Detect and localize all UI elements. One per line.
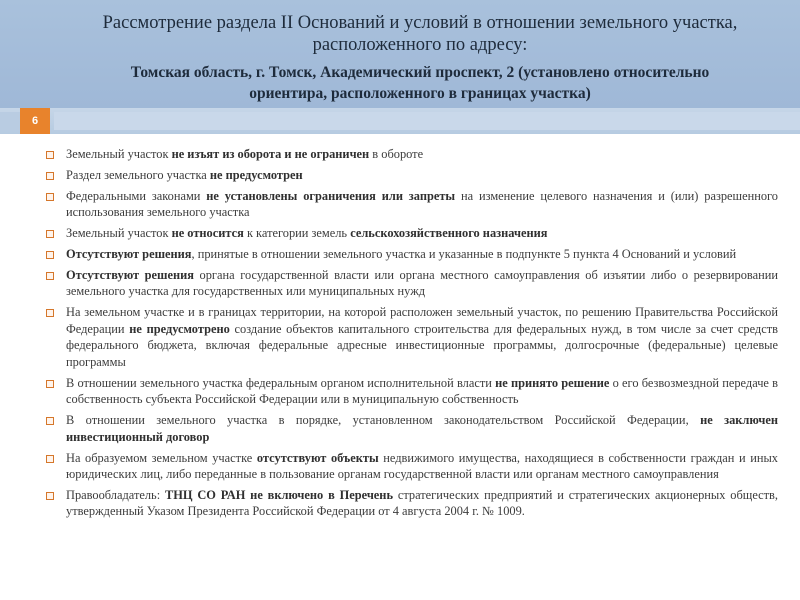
item-text: , принятые в отношении земельного участка и указанные в подпункте 5 пункта 4 Оснований и условий — [191, 247, 737, 262]
list-item — [46, 487, 778, 520]
item-text: на изменение целевого назначения и (или) разрешенного использования земельного участка — [66, 188, 779, 220]
band-right-bar — [54, 112, 800, 130]
item-text: На земельном участке и в границах территории, на которой расположен земельный участок, по решению Правительства Российской Федерации — [66, 305, 778, 336]
square-bullet-icon — [46, 455, 54, 463]
list-item — [46, 246, 778, 263]
square-bullet-icon — [46, 309, 54, 317]
item-bold: Отсутствуют решения — [66, 267, 194, 282]
square-bullet-icon — [46, 193, 54, 201]
item-bold: Отсутствуют решения — [66, 247, 192, 262]
item-bold: ТНЦ СО РАН не включено в Перечень — [164, 487, 393, 502]
list-item — [46, 412, 778, 445]
item-text: органа государственной власти или органа местного самоуправления об изъятии либо о резервировании земельного участка для государственных или муниципальных нужд — [66, 267, 778, 299]
item-bold: не предусмотрен — [209, 167, 303, 182]
title-address-line2: ориентира, расположенного в границах участка) — [249, 85, 591, 102]
slide-title — [40, 12, 800, 104]
list-item — [46, 188, 778, 221]
bullet-list — [46, 146, 778, 524]
list-item — [46, 450, 778, 483]
list-item — [46, 375, 778, 408]
item-text: Федеральными законами — [66, 188, 207, 203]
title-main-line1: Рассмотрение раздела II Оснований и условий в отношении земельного участка, — [102, 13, 738, 33]
list-item — [46, 146, 778, 163]
square-bullet-icon — [46, 230, 54, 238]
title-main-line2: расположенного по адресу: — [312, 35, 528, 55]
title-address-line1: Томская область, г. Томск, Академический проспект, 2 (установлено относительно — [130, 64, 710, 81]
item-text: Земельный участок — [66, 147, 172, 161]
item-bold: не изъят из оборота и не ограничен — [171, 147, 370, 161]
square-bullet-icon — [46, 251, 54, 259]
item-text: о его безвозмездной передаче в собственность субъекта Российской Федерации или в муниципальную собственность — [66, 375, 778, 407]
item-bold: не предусмотрено — [129, 321, 230, 336]
square-bullet-icon — [46, 151, 54, 159]
item-text: в обороте — [369, 147, 424, 161]
item-text: В отношении земельного участка в порядке, установленном законодательством Российской Федерации, — [66, 413, 701, 428]
item-text: Земельный участок — [66, 226, 172, 241]
list-item — [46, 225, 778, 242]
item-text: стратегических предприятий и стратегических акционерных обществ, утвержденный Указом Президента Российской Федерации от 4 августа 2004 г. № 1009. — [66, 487, 778, 519]
item-text: На образуемом земельном участке — [66, 450, 257, 465]
square-bullet-icon — [46, 492, 54, 500]
item-text: В отношении земельного участка федеральным органом исполнительной власти — [66, 375, 496, 390]
item-text: к категории земель — [243, 226, 351, 241]
item-text: Правообладатель: — [66, 487, 165, 502]
item-bold: не заключен инвестиционный договор — [66, 413, 779, 444]
slide-number: 6 — [20, 108, 50, 134]
square-bullet-icon — [46, 380, 54, 388]
list-item — [46, 304, 778, 370]
item-bold: не принято решение — [495, 375, 610, 390]
list-item — [46, 167, 778, 184]
square-bullet-icon — [46, 172, 54, 180]
list-item — [46, 267, 778, 300]
square-bullet-icon — [46, 272, 54, 280]
item-bold: сельскохозяйственного назначения — [350, 226, 548, 241]
title-address — [40, 62, 800, 104]
item-text: Раздел земельного участка — [66, 167, 210, 182]
item-text: недвижимого имущества, находящиеся в собственности граждан и иных юридических лиц, либо переданные в пользование органам государственной власти или органам местного самоуправления — [66, 450, 779, 482]
item-bold: не относится — [171, 226, 244, 241]
item-text: создание объектов капитального строительства для федеральных нужд, в том числе за счет средств федерального бюджета, включая федеральные адресные инвестиционные программы, долгосрочные (федеральные) целевые программы — [66, 321, 778, 369]
square-bullet-icon — [46, 417, 54, 425]
item-bold: не установлены ограничения или запреты — [206, 188, 456, 203]
band-left-bar — [0, 112, 20, 130]
title-main — [40, 12, 800, 56]
item-bold: отсутствуют объекты — [256, 450, 379, 465]
